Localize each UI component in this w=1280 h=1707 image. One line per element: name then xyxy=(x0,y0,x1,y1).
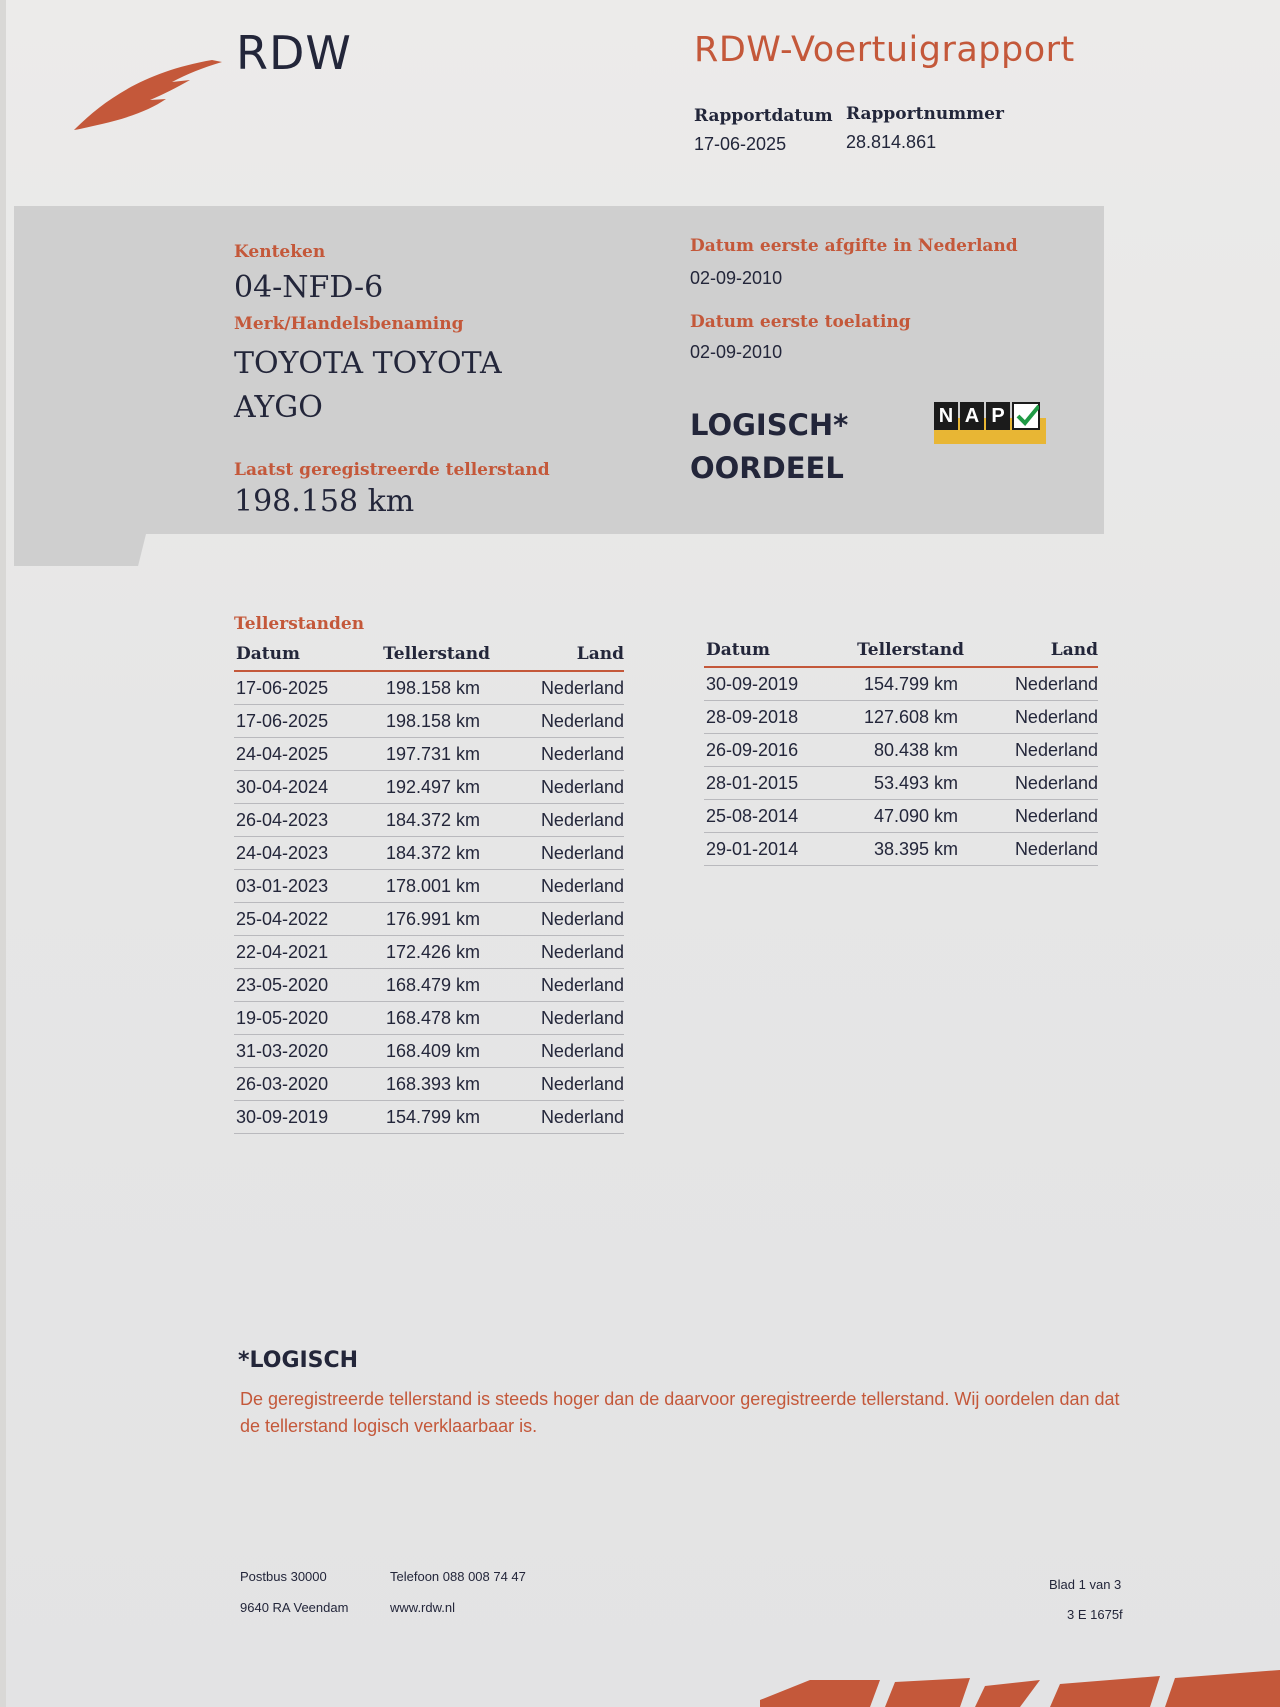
header-country: Land xyxy=(576,644,624,664)
odometer-value: 198.158 km xyxy=(234,484,415,519)
row-reading: 127.608 km xyxy=(863,707,958,727)
readings-title: Tellerstanden xyxy=(234,614,365,634)
table-row xyxy=(234,672,624,705)
row-reading: 168.393 km xyxy=(385,1074,480,1094)
nap-letter-a: A xyxy=(960,402,984,430)
plate-value: 04-NFD-6 xyxy=(234,270,384,305)
row-date: 26-03-2020 xyxy=(236,1074,329,1094)
row-reading: 192.497 km xyxy=(385,777,480,797)
row-date: 23-05-2020 xyxy=(236,975,329,995)
row-country: Nederland xyxy=(1014,806,1098,826)
panel-tab-decoration xyxy=(14,534,146,566)
row-country: Nederland xyxy=(540,810,624,830)
row-date: 26-09-2016 xyxy=(706,740,799,760)
row-date: 30-04-2024 xyxy=(236,777,329,797)
row-reading: 198.158 km xyxy=(385,678,480,698)
row-reading: 168.479 km xyxy=(385,975,480,995)
row-date: 28-09-2018 xyxy=(706,707,799,727)
row-date: 25-08-2014 xyxy=(706,806,799,826)
header-date: Datum xyxy=(706,640,770,660)
row-country: Nederland xyxy=(540,711,624,731)
row-country: Nederland xyxy=(540,744,624,764)
table-row xyxy=(234,903,624,936)
nap-badge xyxy=(934,402,1046,444)
table-row xyxy=(234,1101,624,1134)
readings-table-left xyxy=(234,640,624,1134)
row-date: 24-04-2025 xyxy=(236,744,329,764)
row-country: Nederland xyxy=(540,909,624,929)
row-country: Nederland xyxy=(1014,674,1098,694)
first-registration-nl-value: 02-09-2010 xyxy=(690,268,783,288)
row-date: 30-09-2019 xyxy=(236,1107,329,1127)
table-row xyxy=(234,738,624,771)
row-country: Nederland xyxy=(540,843,624,863)
row-reading: 197.731 km xyxy=(385,744,480,764)
make-line1: TOYOTA TOYOTA xyxy=(234,346,502,381)
row-date: 24-04-2023 xyxy=(236,843,329,863)
table-row xyxy=(234,804,624,837)
table-row xyxy=(234,870,624,903)
row-reading: 154.799 km xyxy=(385,1107,480,1127)
footer-city: 9640 RA Veendam xyxy=(240,1600,349,1615)
table-header xyxy=(704,636,1098,668)
footnote-title: *LOGISCH xyxy=(238,1348,359,1373)
footer-code: 3 E 1675f xyxy=(1067,1607,1123,1622)
row-date: 31-03-2020 xyxy=(236,1041,329,1061)
odometer-label: Laatst geregistreerde tellerstand xyxy=(234,460,550,480)
table-header xyxy=(234,640,624,672)
row-country: Nederland xyxy=(540,777,624,797)
footer-page-number: Blad 1 van 3 xyxy=(1049,1577,1122,1592)
header-date: Datum xyxy=(236,644,300,664)
row-country: Nederland xyxy=(540,876,624,896)
footer-stripes-icon xyxy=(720,1670,1280,1707)
row-date: 25-04-2022 xyxy=(236,909,329,929)
table-row xyxy=(234,1002,624,1035)
row-country: Nederland xyxy=(1014,740,1098,760)
row-date: 03-01-2023 xyxy=(236,876,329,896)
report-number-label: Rapportnummer xyxy=(846,104,1004,124)
row-date: 28-01-2015 xyxy=(706,773,799,793)
table-row xyxy=(704,734,1098,767)
row-reading: 176.991 km xyxy=(385,909,480,929)
report-title: RDW-Voertuigrapport xyxy=(694,30,1075,70)
footer-web[interactable]: www.rdw.nl xyxy=(390,1600,456,1615)
row-reading: 154.799 km xyxy=(863,674,958,694)
row-reading: 80.438 km xyxy=(873,740,958,760)
table-row xyxy=(234,837,624,870)
header-reading: Tellerstand xyxy=(383,644,490,664)
verdict-line1: LOGISCH* xyxy=(690,408,849,442)
row-reading: 184.372 km xyxy=(385,843,480,863)
plate-label: Kenteken xyxy=(234,242,326,262)
table-row xyxy=(234,936,624,969)
row-country: Nederland xyxy=(540,942,624,962)
row-country: Nederland xyxy=(540,1074,624,1094)
rdw-wing-logo-icon xyxy=(72,52,222,142)
row-country: Nederland xyxy=(540,1041,624,1061)
verdict-line2: OORDEEL xyxy=(690,451,844,485)
row-reading: 53.493 km xyxy=(873,773,958,793)
table-row xyxy=(704,668,1098,701)
row-reading: 38.395 km xyxy=(873,839,958,859)
row-reading: 168.478 km xyxy=(385,1008,480,1028)
row-reading: 172.426 km xyxy=(385,942,480,962)
table-row xyxy=(234,705,624,738)
row-reading: 168.409 km xyxy=(385,1041,480,1061)
row-reading: 198.158 km xyxy=(385,711,480,731)
footnote-text: De geregistreerde tellerstand is steeds hoger dan de daarvoor geregistreerde tellerstand. Wij oordelen dan dat de tellerstand logisch verklaarbaar is. xyxy=(240,1389,1120,1436)
row-date: 17-06-2025 xyxy=(236,711,329,731)
row-country: Nederland xyxy=(1014,839,1098,859)
nap-check-icon xyxy=(1012,402,1040,430)
table-row xyxy=(234,969,624,1002)
row-country: Nederland xyxy=(540,1008,624,1028)
header-country: Land xyxy=(1050,640,1098,660)
first-admission-value: 02-09-2010 xyxy=(690,342,783,362)
nap-letter-p: P xyxy=(986,402,1010,430)
row-country: Nederland xyxy=(1014,773,1098,793)
table-row xyxy=(704,701,1098,734)
row-country: Nederland xyxy=(540,975,624,995)
row-country: Nederland xyxy=(540,678,624,698)
table-row xyxy=(234,771,624,804)
row-date: 17-06-2025 xyxy=(236,678,329,698)
report-number-value: 28.814.861 xyxy=(846,132,937,152)
table-row xyxy=(704,767,1098,800)
row-date: 30-09-2019 xyxy=(706,674,799,694)
first-registration-nl-label: Datum eerste afgifte in Nederland xyxy=(690,236,1018,256)
header-reading: Tellerstand xyxy=(857,640,964,660)
nap-letter-n: N xyxy=(934,402,958,430)
report-date-label: Rapportdatum xyxy=(694,106,833,126)
row-date: 26-04-2023 xyxy=(236,810,329,830)
row-reading: 178.001 km xyxy=(385,876,480,896)
row-date: 19-05-2020 xyxy=(236,1008,329,1028)
row-reading: 47.090 km xyxy=(873,806,958,826)
table-row xyxy=(234,1035,624,1068)
row-date: 22-04-2021 xyxy=(236,942,329,962)
make-line2: AYGO xyxy=(234,390,323,425)
report-date-value: 17-06-2025 xyxy=(694,134,787,154)
brand-name: RDW xyxy=(236,26,352,80)
row-country: Nederland xyxy=(1014,707,1098,727)
table-row xyxy=(234,1068,624,1101)
row-reading: 184.372 km xyxy=(385,810,480,830)
table-row xyxy=(704,800,1098,833)
make-label: Merk/Handelsbenaming xyxy=(234,314,464,334)
readings-table-right xyxy=(704,636,1098,866)
footer-phone: Telefoon 088 008 74 47 xyxy=(390,1569,526,1584)
first-admission-label: Datum eerste toelating xyxy=(690,312,911,332)
row-country: Nederland xyxy=(540,1107,624,1127)
row-date: 29-01-2014 xyxy=(706,839,799,859)
table-row xyxy=(704,833,1098,866)
footer-postbus: Postbus 30000 xyxy=(240,1569,327,1584)
